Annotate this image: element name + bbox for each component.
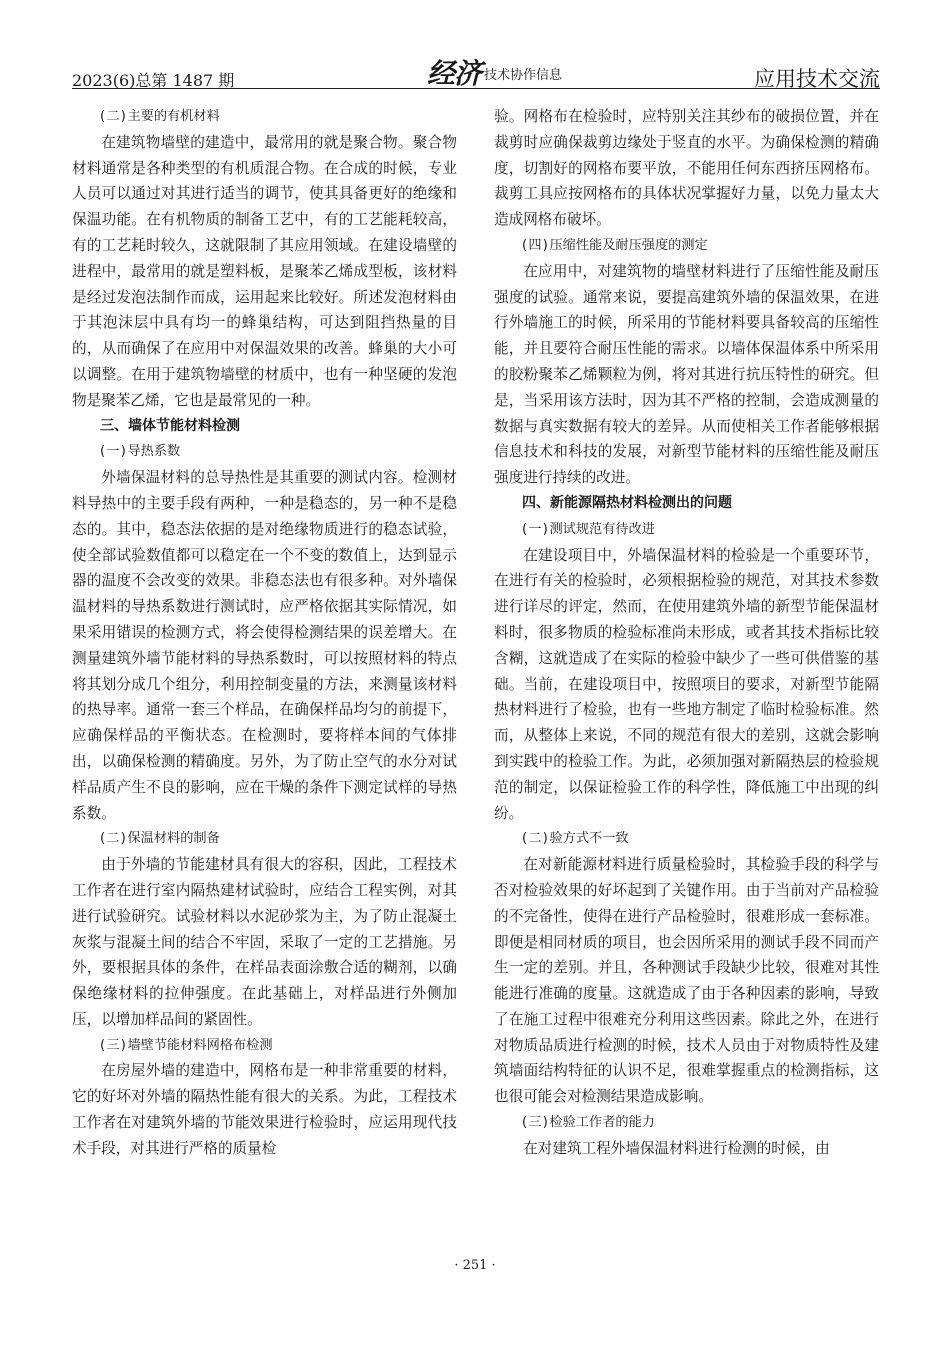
paragraph: 在建设项目中，外墙保温材料的检验是一个重要环节，在进行有关的检验时，必须根据检验的规范，对其技术参数进行详尽的评定，然而，在使用建筑外墙的新型节能保温材料时，很多物质的检验标准尚未形成，或者其技术指标比较含糊，这就造成了在实际的检验中缺少了一些可供借鉴的基础。当前，在建设项目中，按照项目的要求，对新型节能隔热材料进行了检验，也有一些地方制定了临时检验标准。然而，从整体上来说，不同的规范有很大的差别，这就会影响到实践中的检验工作。为此，必须加强对新隔热层的检验规范的制定，以保证检验工作的科学性，降低施工中出现的纠纷。	[494, 546, 879, 822]
left-column	[72, 104, 457, 1162]
paragraph: 在建筑物墙壁的建造中，最常用的就是聚合物。聚合物材料通常是各种类型的有机质混合物。在合成的时候，专业人员可以通过对其进行适当的调节，使其具备更好的绝缘和保温功能。在有机物质的制备工艺中，有的工艺能耗较高，有的工艺耗时较久，这就限制了其应用领域。在建设墙壁的进程中，最常用的就是塑料板，是聚苯乙烯成型板，该材料是经过发泡法制作而成，运用起来比较好。所述发泡材料由于其泡沫层中具有均一的蜂巢结构，可达到阻挡热量的目的，从而确保了在应用中对保温效果的改善。蜂巢的大小可以调整。在用于建筑物墙壁的材质中，也有一种坚硬的发泡物是聚苯乙烯，它也是最常见的一种。	[72, 133, 457, 409]
page-number: · 251 ·	[454, 1258, 496, 1273]
journal-subtitle: 技术协作信息	[484, 68, 563, 83]
subsection-heading: (二)保温材料的制备	[98, 831, 220, 847]
paragraph: 在对新能源材料进行质量检验时，其检验手段的科学与否对检验效果的好坏起到了关键作用。由于当前对产品检验的不完备性，使得在进行产品检验时，很难形成一套标准。即便是相同材质的项目，也会因所采用的测试手段不同而产生一定的差别。并且，各种测试手段缺少比较，很难对其性能进行准确的度量。这就造成了由于各种因素的影响，导致了在施工过程中很难充分利用这些因素。除此之外，在进行对物质品质进行检测的时候，技术人员由于对物质特性及建筑墙面结构特征的认识不足，很难掌握重点的检测指标，这也很可能会对检测结果造成影响。	[494, 856, 879, 1106]
paragraph: 验。网格布在检验时，应特别关注其纱布的破损位置，并在裁剪时应确保裁剪边缘处于竖直的水平。为确保检测的精确度，切割好的网格布要平放，不能用任何东西挤压网格布。裁剪工具应按网格布的具体状况掌握好力量，以免力量太大造成网格布破坏。	[494, 108, 879, 229]
subsection-heading: (三)墙壁节能材料网格布检测	[98, 1037, 273, 1053]
subsection-heading: (二)验方式不一致	[520, 831, 629, 847]
paragraph: 在房屋外墙的建造中，网格布是一种非常重要的材料，它的好坏对外墙的隔热性能有很大的关系。为此，工程技术工作者在对建筑外墙的节能效果进行检验时，应运用现代技术手段，对其进行严格的质量检	[72, 1062, 457, 1157]
paragraph: 在应用中，对建筑物的墙壁材料进行了压缩性能及耐压强度的试验。通常来说，要提高建筑外墙的保温效果，在进行外墙施工的时候，所采用的节能材料要具备较高的压缩性能，并且要符合耐压性能的需求。以墙体保温体系中所采用的胶粉聚苯乙烯颗粒为例，将对其进行抗压特性的研究。但是，当采用该方法时，因为其不严格的控制，会造成测量的数据与真实数据有较大的差异。从而使相关工作者能够根据信息技术和科技的发展，对新型节能材料的压缩性能及耐压强度进行持续的改进。	[494, 262, 879, 487]
subsection-heading: (二)主要的有机材料	[98, 109, 220, 124]
paragraph: 由于外墙的节能建材具有很大的容积，因此，工程技术工作者在进行室内隔热建材试验时，应结合工程实例，对其进行试验研究。试验材料以水泥砂浆为主，为了防止混凝土灰浆与混凝土间的结合不牢固，采取了一定的工艺措施。另外，要根据具体的条件，在样品表面涂敷合适的糊剂，以确保绝缘材料的拉伸强度。在此基础上，对样品进行外侧加压，以增加样品间的紧固性。	[72, 856, 457, 1028]
subsection-heading: (一)测试规范有待改进	[520, 521, 655, 537]
paragraph: 在对建筑工程外墙保温材料进行检测的时候，由	[523, 1139, 830, 1157]
header-rule	[72, 88, 880, 89]
issue-number: 2023(6)总第 1487 期	[72, 71, 235, 90]
section-name: 应用技术交流	[754, 67, 880, 91]
section-heading: 四、新能源隔热材料检测出的问题	[522, 494, 732, 511]
subsection-heading: (一)导热系数	[98, 444, 181, 460]
journal-logo: 经济	[427, 57, 482, 90]
right-column	[494, 104, 879, 1162]
subsection-heading: (四)压缩性能及耐压强度的测定	[520, 237, 708, 253]
paragraph: 外墙保温材料的总导热性是其重要的测试内容。检测材料导热中的主要手段有两种，一种是稳态的，另一种不是稳态的。其中，稳态法依据的是对绝缘物质进行的稳态试验，使全部试验数值都可以稳定在一个不变的数值上，达到显示器的温度不会改变的效果。非稳态法也有很多种。对外墙保温材料的导热系数进行测试时，应严格依据其实际情况，如果采用错误的检测方式，将会使得检测结果的误差增大。在测量建筑外墙节能材料的导热系数时，可以按照材料的特点将其划分成几个组分，利用控制变量的方法，来测量该材料的热导率。通常一套三个样品，在确保样品均匀的前提下，应确保样品的平衡状态。在检测时，要将样本间的气体排出，以确保检测的精确度。另外，为了防止空气的水分对试样品质产生不良的影响，应在干燥的条件下测定试样的导热系数。	[72, 469, 457, 822]
section-heading: 三、墙体节能材料检测	[100, 417, 240, 434]
subsection-heading: (三)检验工作者的能力	[520, 1115, 655, 1131]
running-header	[72, 58, 880, 92]
